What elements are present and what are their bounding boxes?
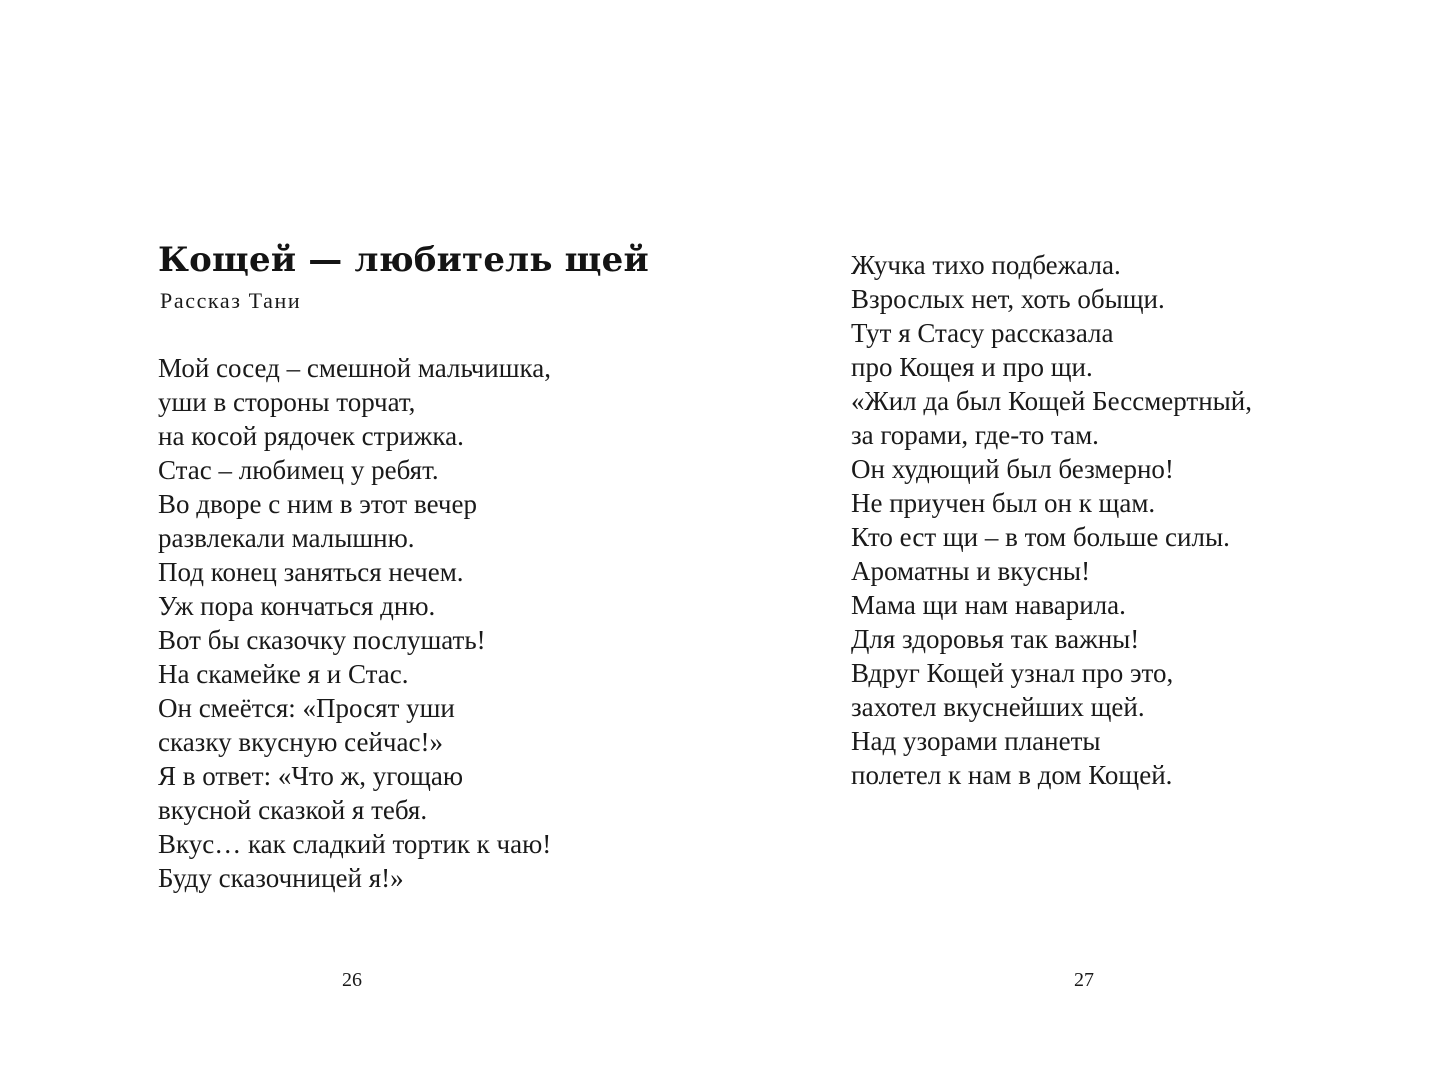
verse-line: Взрослых нет, хоть обыщи. (851, 284, 1165, 314)
verse-line: сказку вкусную сейчас!» (158, 727, 443, 757)
verse-line: Жучка тихо подбежала. (851, 250, 1121, 280)
verse-line: Вдруг Кощей узнал про это, (851, 658, 1174, 688)
verse-line: Не приучен был он к щам. (851, 488, 1156, 518)
verse-line: Мама щи нам наварила. (851, 590, 1126, 620)
verse-line: Он смеётся: «Просят уши (158, 693, 455, 723)
page-number-right: 27 (1074, 969, 1094, 991)
verse-line: развлекали малышню. (158, 523, 415, 553)
poem-subtitle: Рассказ Тани (160, 288, 302, 313)
verse-left (158, 351, 551, 895)
verse-line: На скамейке я и Стас. (158, 659, 409, 689)
poem-title: Кощей — любитель щей (158, 240, 649, 280)
verse-line: захотел вкуснейших щей. (851, 692, 1145, 722)
verse-line: Во дворе с ним в этот вечер (158, 489, 477, 519)
verse-right (851, 248, 1252, 792)
verse-line: Под конец заняться нечем. (158, 557, 464, 587)
verse-line: Кто ест щи – в том больше силы. (851, 522, 1230, 552)
verse-line: Буду сказочницей я!» (158, 863, 404, 893)
verse-line: полетел к нам в дом Кощей. (851, 760, 1173, 790)
verse-line: Стас – любимец у ребят. (158, 455, 439, 485)
verse-line: за горами, где-то там. (851, 420, 1099, 450)
verse-line: Он худющий был безмерно! (851, 454, 1174, 484)
right-page (718, 0, 1436, 1080)
verse-line: Для здоровья так важны! (851, 624, 1140, 654)
verse-line: на косой рядочек стрижка. (158, 421, 464, 451)
page-number-left: 26 (342, 969, 362, 991)
verse-line: Тут я Стасу рассказала (851, 318, 1114, 348)
verse-line: про Кощея и про щи. (851, 352, 1093, 382)
verse-line: Мой сосед – смешной мальчишка, (158, 353, 551, 383)
verse-line: Над узорами планеты (851, 726, 1101, 756)
verse-line: Вот бы сказочку послушать! (158, 625, 486, 655)
verse-line: вкусной сказкой я тебя. (158, 795, 428, 825)
verse-line: «Жил да был Кощей Бессмертный, (851, 386, 1253, 416)
verse-line: Ароматны и вкусны! (851, 556, 1091, 586)
verse-line: Вкус… как сладкий тортик к чаю! (158, 829, 552, 859)
verse-line: Уж пора кончаться дню. (158, 591, 436, 621)
verse-line: Я в ответ: «Что ж, угощаю (158, 761, 464, 791)
verse-line: уши в стороны торчат, (158, 387, 416, 417)
